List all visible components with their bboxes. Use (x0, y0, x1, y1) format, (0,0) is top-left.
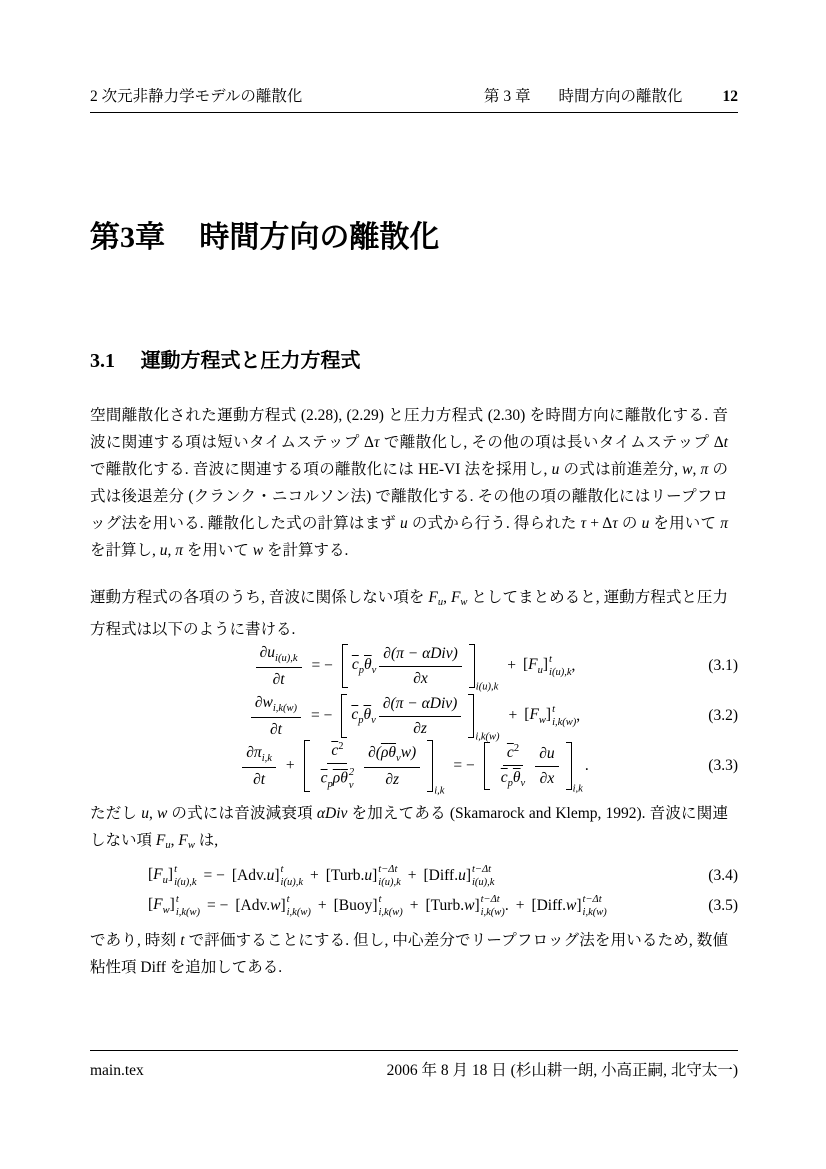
math-token: [ (524, 705, 530, 723)
math-token: , (571, 657, 576, 674)
math-token: [Adv. (235, 897, 271, 914)
chapter-number-pre: 第 (90, 221, 120, 254)
math-token: . (584, 757, 589, 774)
text-run: を計算し, (90, 542, 160, 559)
inline-math: t (723, 434, 728, 451)
math-subscript: w (538, 715, 546, 727)
left-bracket (484, 742, 490, 790)
math-superscript: t (174, 863, 177, 875)
text-run: , (170, 832, 179, 849)
bracket-group (341, 694, 500, 743)
sup-sub-stack (287, 893, 311, 919)
math-subscript: p (358, 715, 364, 727)
denominator: ∂x (539, 769, 555, 787)
math-token: F (529, 705, 539, 723)
math-token: + (508, 707, 518, 724)
text-run: , (443, 589, 451, 606)
math-token: + (507, 657, 516, 674)
section-title: 運動方程式と圧力方程式 (140, 350, 361, 372)
chapter-number (90, 221, 165, 254)
math-subscript: u (537, 665, 543, 677)
lhs-fraction (256, 643, 302, 690)
math-superscript: 2 (338, 741, 344, 753)
math-token: = − (311, 707, 333, 724)
paragraph-1 (90, 402, 728, 564)
math-token: = − (311, 657, 333, 674)
running-chapter-label: 第 3 章 (483, 88, 531, 105)
denominator: ∂z (413, 719, 427, 737)
page-number: 12 (722, 88, 738, 105)
text-run: を用いて (649, 515, 721, 532)
math-token: u (458, 867, 466, 884)
math-token (352, 656, 364, 676)
math-token: $\overline{\theta}$ (512, 768, 521, 786)
math-token (364, 656, 376, 676)
math-subscript: p (358, 665, 364, 677)
numerator (364, 743, 420, 768)
numerator: ∂(π − αDiv) (379, 644, 461, 666)
text-run: の式から行う. 得られた (407, 515, 581, 532)
denominator: ∂z (385, 770, 400, 788)
section-number: 3.1 (90, 350, 115, 372)
math-token: $\overline{\rho}$ (332, 769, 341, 787)
denominator: ∂t (269, 720, 282, 738)
math-superscript: t−Δt (378, 863, 398, 875)
math-token (425, 897, 479, 915)
math-token: $\overline{c}$ (331, 742, 339, 760)
math-subscript: i,k(w) (552, 717, 577, 728)
text-run: の式は前進差分, (559, 461, 683, 478)
math-subscript: i,k(w) (272, 702, 298, 714)
fraction (379, 644, 461, 688)
inline-math: u (641, 515, 650, 532)
footer-filename: main.tex (90, 1062, 144, 1079)
fraction (317, 740, 358, 792)
math-token: ∂π (246, 743, 262, 761)
text-run: 空間離散化された運動方程式 (2.28), (2.29) と圧力方程式 (2.30) を時間方向に離散化する. 音波に関連する項は短いタイムステップ Δ (90, 407, 728, 451)
text-run: を計算する. (263, 542, 349, 559)
math-superscript: 2 (513, 743, 520, 755)
paragraph-2 (90, 584, 728, 643)
math-token (148, 896, 175, 916)
text-run: で離散化し, その他の項は長いタイムステップ Δ (379, 434, 724, 451)
text-run: ただし (90, 805, 142, 822)
bracket-subscript: i,k (434, 785, 445, 797)
text-run: + Δ (586, 515, 613, 532)
math-subscript: i,k (261, 752, 272, 764)
bracket-group (304, 740, 445, 797)
page-header (90, 84, 738, 113)
math-token: ] (474, 897, 480, 914)
equation-number: (3.1) (708, 657, 738, 674)
math-token: [ (148, 865, 154, 883)
equation-number: (3.3) (708, 757, 738, 774)
inline-math: F (450, 589, 461, 606)
math-token: u (364, 867, 373, 884)
math-token: + (515, 897, 525, 914)
math-token: $\overline{\theta}$ (363, 705, 372, 723)
inline-math: αDiv (316, 805, 348, 822)
paragraph-4 (90, 927, 728, 981)
left-bracket (341, 694, 347, 738)
denominator: ∂t (253, 770, 266, 788)
math-token: $\overline{c}$ (351, 655, 359, 673)
math-token: = − (453, 757, 475, 774)
math-subscript: p (327, 778, 333, 790)
left-bracket (304, 740, 310, 792)
math-token (351, 706, 363, 726)
bracket-subscript: i,k(w) (475, 731, 500, 743)
sup-sub-stack (174, 863, 196, 889)
bracket-group (342, 644, 499, 693)
math-token (232, 867, 280, 885)
math-subscript: i,k(w) (582, 907, 607, 918)
numerator (242, 743, 276, 768)
math-token: w (400, 743, 412, 761)
math-superscript: t (280, 863, 284, 875)
math-subscript: i(u),k (275, 652, 298, 664)
inline-math: w (156, 805, 168, 822)
text-run: , (167, 542, 176, 559)
math-token (235, 897, 285, 915)
math-subscript: i(u),k (472, 877, 495, 888)
text-run: であり, 時刻 (90, 932, 181, 949)
equation-number: (3.2) (708, 707, 738, 724)
math-token: F (528, 655, 538, 673)
right-bracket (566, 742, 572, 790)
math-superscript: t (175, 893, 179, 905)
inline-math: u (551, 461, 560, 478)
inline-math: π (720, 515, 728, 532)
text-run: の式は後退差分 (クランク・ニコルソン法) で離散化する. その他の項の離散化にはリープフロッグ法を用いる. 離散化した式の計算はまず (90, 461, 728, 532)
math-token: + (285, 757, 295, 774)
right-bracket (469, 644, 475, 688)
math-token: + (409, 897, 419, 914)
math-token: ∂( (368, 743, 381, 761)
math-subscript: p (507, 777, 513, 789)
lhs-fraction (251, 693, 301, 740)
math-token: $\overline{\theta}$ (340, 769, 348, 787)
text-run: を用いて (183, 542, 253, 559)
left-bracket (342, 644, 348, 688)
math-token: = − (203, 867, 225, 884)
denominator: ∂t (272, 670, 285, 688)
math-subscript: v (396, 752, 401, 764)
math-token: ] (167, 865, 174, 883)
sup-sub-stack (378, 863, 400, 889)
inline-math: π (700, 461, 709, 478)
math-subscript: v (371, 665, 377, 677)
text-run: の式には音波減衰項 (167, 805, 317, 822)
bracket-subscript: i(u),k (475, 681, 499, 693)
math-token (524, 706, 551, 726)
math-token: [ (148, 895, 154, 913)
math-token: $\overline{c}$ (320, 769, 328, 787)
math-subscript: i(u),k (174, 877, 197, 888)
inline-math: F (178, 832, 188, 849)
inline-math: τ (580, 515, 587, 532)
inline-math: τ (612, 515, 618, 532)
numerator (256, 643, 302, 668)
denominator (497, 766, 529, 790)
denominator: ∂x (413, 669, 428, 687)
inline-math: u (437, 597, 444, 608)
text-run: は, (194, 832, 219, 849)
chapter-heading (90, 212, 439, 256)
math-token: ∂w (254, 693, 273, 711)
math-subscript: i,k(w) (175, 907, 201, 918)
inline-math: t (180, 932, 185, 949)
fraction (379, 694, 461, 738)
math-token (326, 867, 378, 885)
math-token: + (317, 897, 327, 914)
math-subscript: u (162, 875, 168, 887)
text-run: の (617, 515, 642, 532)
math-token: w (566, 897, 577, 914)
inline-math: w (682, 461, 693, 478)
math-token: [Buoy] (333, 897, 378, 914)
lhs-fraction (242, 743, 276, 790)
chapter-number-digit: 3 (120, 221, 135, 254)
math-superscript: t−Δt (582, 893, 602, 905)
math-token: $\overline{\rho}$ (380, 743, 389, 761)
chapter-title: 時間方向の離散化 (199, 221, 440, 254)
math-token: [Adv. (231, 867, 267, 884)
paragraph-3 (90, 800, 728, 859)
math-subscript: w (162, 905, 170, 917)
math-token: u (266, 867, 275, 884)
math-subscript: v (371, 715, 376, 727)
text-run: , (692, 461, 701, 478)
math-token: [Turb. (325, 867, 365, 884)
inline-math: u (141, 805, 149, 822)
math-token: [Diff. (423, 867, 459, 884)
sup-sub-stack (281, 863, 303, 889)
math-token: w (270, 897, 281, 914)
equation-3-1 (90, 639, 738, 693)
numerator (327, 740, 347, 764)
math-superscript: 2 (348, 766, 355, 778)
math-subscript: i(u),k (378, 877, 401, 888)
equation-3-3 (90, 736, 738, 796)
math-subscript: i,k(w) (378, 907, 403, 918)
math-token (148, 866, 173, 886)
sup-sub-stack (549, 653, 571, 679)
equation-3-5 (90, 890, 738, 922)
math-token: [Turb. (425, 897, 465, 914)
math-token: = − (207, 897, 229, 914)
inline-math: F (428, 589, 438, 606)
math-token: ] (465, 867, 471, 884)
bracket-subscript: i,k (572, 783, 583, 795)
sup-sub-stack (552, 703, 576, 729)
math-token: [ (522, 655, 529, 673)
math-token: F (153, 895, 163, 913)
math-token: F (153, 865, 163, 883)
math-token (423, 867, 471, 885)
math-subscript: i,k(w) (286, 907, 311, 918)
math-superscript: t (378, 893, 382, 905)
footer-date: 2006 年 8 月 18 日 (杉山耕一朗, 小高正嗣, 北守太一) (386, 1062, 738, 1079)
numerator (503, 742, 523, 766)
inline-math: w (252, 542, 264, 559)
sup-sub-stack (349, 766, 354, 792)
math-subscript: i,k(w) (480, 907, 505, 918)
text-run: で評価することにする. 但し, 中心差分でリープフロッグ法を用いるため, 数値粘性項 Diff を追加してある. (90, 932, 728, 976)
sup-sub-stack (583, 893, 607, 919)
equation-number: (3.4) (708, 867, 738, 884)
math-token: ] (542, 655, 549, 673)
math-token: + (407, 867, 417, 884)
page-footer (90, 1050, 738, 1080)
section-heading (90, 344, 361, 373)
math-token: ] (274, 867, 280, 884)
math-token: ] (280, 897, 286, 914)
inline-math: F (155, 832, 166, 849)
math-token: $\overline{c}$ (506, 744, 514, 762)
equation-3-4 (90, 860, 738, 892)
inline-math: u (159, 542, 168, 559)
math-token: + (309, 867, 319, 884)
inline-math: u (400, 515, 408, 532)
equation-3-2 (90, 689, 738, 743)
math-subscript: v (520, 777, 526, 789)
math-superscript: t (552, 703, 556, 715)
inline-math: u (165, 840, 171, 851)
text-run: としてまとめると, 運動方程式と圧力方程式は以下のように書ける. (90, 589, 728, 638)
math-superscript: t−Δt (480, 893, 500, 905)
text-run: , (148, 805, 157, 822)
text-run: 運動方程式の各項のうち, 音波に関係しない項を (90, 589, 429, 606)
math-token: ] (372, 867, 378, 884)
math-token: , (576, 707, 581, 724)
equation-number: (3.5) (708, 897, 738, 914)
math-token: ] (545, 705, 552, 723)
math-superscript: t−Δt (472, 863, 492, 875)
math-subscript: i(u),k (549, 667, 572, 678)
math-token: $\overline{\theta}$ (388, 743, 397, 761)
math-token: $\overline{c}$ (500, 768, 508, 786)
math-subscript: v (348, 779, 354, 791)
math-subscript: i(u),k (280, 877, 303, 888)
inline-math: w (187, 840, 195, 851)
math-token (364, 706, 376, 726)
sup-sub-stack (481, 893, 505, 919)
inline-math: π (175, 542, 184, 559)
math-token: ) (411, 743, 417, 761)
inline-math: τ (373, 434, 380, 451)
math-token: [Diff. (531, 897, 567, 914)
math-token (531, 897, 581, 915)
fraction (364, 743, 420, 790)
right-bracket (427, 740, 433, 792)
math-token: ] (169, 895, 175, 913)
right-bracket (468, 694, 474, 738)
bracket-group (484, 742, 583, 795)
sup-sub-stack (176, 893, 200, 919)
text-run: を加えてある (Skamarock and Klemp, 1992). 音波に関連しない項 (90, 805, 728, 849)
running-title-left: 2 次元非静力学モデルの離散化 (90, 88, 303, 105)
inline-math: w (460, 597, 468, 608)
numerator (251, 693, 301, 718)
math-token: . (504, 897, 509, 914)
math-token: $\overline{\theta}$ (364, 655, 372, 673)
math-token (523, 656, 548, 676)
denominator (317, 764, 358, 792)
text-run: で離散化する. 音波に関連する項の離散化には HE-VI 法を採用し, (90, 461, 552, 478)
math-superscript: t (286, 893, 290, 905)
fraction (535, 744, 558, 788)
math-token: $\overline{c}$ (351, 705, 359, 723)
math-token: ∂u (259, 643, 276, 661)
numerator: ∂u (535, 744, 558, 766)
sup-sub-stack (472, 863, 494, 889)
math-token: ] (576, 897, 582, 914)
chapter-number-post: 章 (135, 221, 165, 254)
fraction (497, 742, 529, 790)
sup-sub-stack (379, 893, 403, 919)
running-chapter-title: 時間方向の離散化 (558, 88, 683, 105)
numerator: ∂(π − αDiv) (379, 694, 461, 716)
math-superscript: t (549, 653, 552, 665)
math-token: w (464, 897, 475, 914)
